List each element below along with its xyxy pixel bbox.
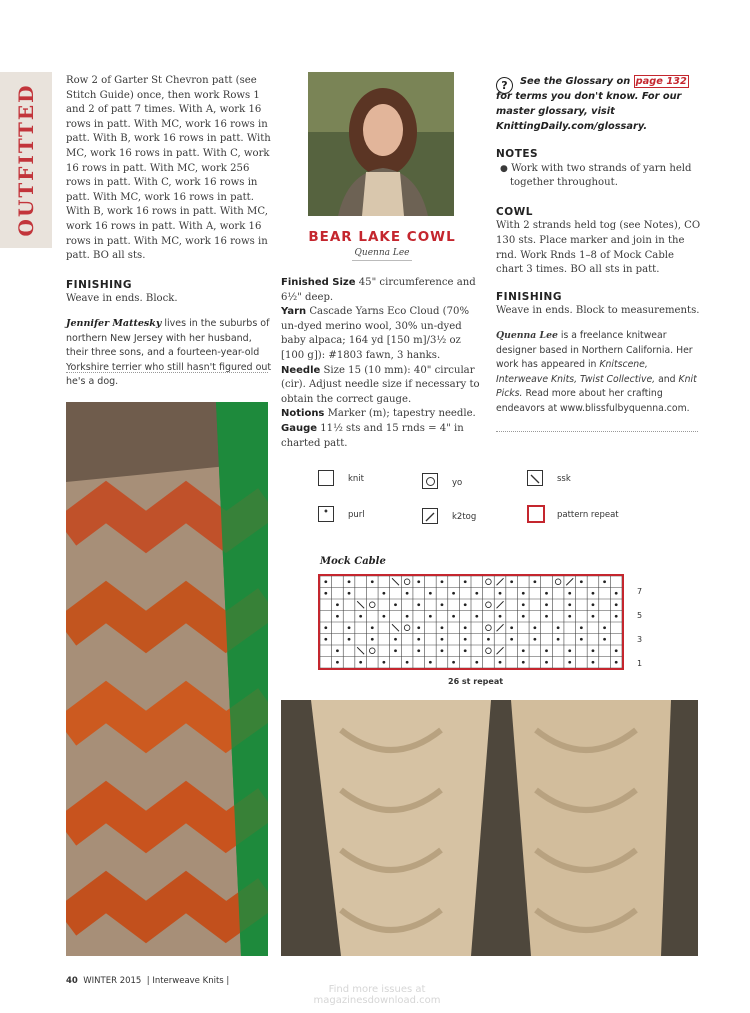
page-number: 40: [66, 976, 78, 986]
page-footer: 40 WINTER 2015 | Interweave Knits |: [66, 976, 230, 986]
chart-yo-stitch: [555, 579, 561, 585]
chart-k2tog-stitch: [497, 578, 504, 585]
magazine-name: Interweave Knits: [152, 976, 224, 986]
chart-row-label-5: 5: [637, 611, 643, 620]
watermark-line-2: magazinesdownload.com: [313, 995, 441, 1006]
chart-purl-stitch: [510, 638, 513, 641]
right-divider: [496, 431, 698, 432]
chart-purl-stitch: [603, 638, 606, 641]
chart-purl-stitch: [475, 661, 478, 664]
chart-purl-stitch: [510, 626, 513, 629]
legend-knit-label: knit: [348, 474, 365, 484]
chevron-scarf-photo: [66, 402, 268, 956]
chart-title: Mock Cable: [320, 556, 386, 567]
chart-purl-stitch: [603, 580, 606, 583]
chart-purl-stitch: [382, 661, 385, 664]
chart-ssk-stitch: [357, 647, 364, 654]
left-divider: [66, 372, 268, 373]
pattern-designer: Quenna Lee: [354, 248, 410, 258]
chart-purl-stitch: [441, 638, 444, 641]
chart-purl-stitch: [417, 580, 420, 583]
chart-yo-stitch: [486, 625, 492, 631]
chart-purl-stitch: [615, 615, 618, 618]
chart-purl-stitch: [557, 638, 560, 641]
chart-purl-stitch: [592, 649, 595, 652]
legend-purl-label: purl: [348, 510, 365, 520]
chart-purl-stitch: [615, 649, 618, 652]
chart-purl-stitch: [464, 603, 467, 606]
chart-purl-stitch: [487, 638, 490, 641]
chart-purl-stitch: [348, 592, 351, 595]
chart-purl-stitch: [348, 580, 351, 583]
left-bio: [66, 317, 272, 390]
chart-purl-stitch: [580, 580, 583, 583]
chart-purl-stitch: [371, 626, 374, 629]
pattern-title: BEAR LAKE COWL: [308, 229, 456, 245]
chart-purl-stitch: [394, 649, 397, 652]
section-tab-label: OUTFITTED: [14, 83, 38, 237]
chart-purl-stitch: [592, 592, 595, 595]
chart-purl-stitch: [522, 603, 525, 606]
spec-needle: Needle Size 15 (10 mm): 40" circular (cir). Adjust needle size if necessary to obtain the correct gauge.: [281, 364, 480, 405]
legend-k2tog-symbol: [422, 508, 438, 524]
chart-purl-stitch: [417, 603, 420, 606]
chart-purl-stitch: [336, 649, 339, 652]
pattern-specs: [281, 276, 481, 451]
right-finishing-text: Weave in ends. Block to measurements.: [496, 305, 700, 317]
chart-k2tog-stitch: [497, 601, 504, 608]
chart-purl-stitch: [406, 615, 409, 618]
chart-purl-stitch: [324, 638, 327, 641]
chart-purl-stitch: [615, 603, 618, 606]
chart-purl-stitch: [499, 592, 502, 595]
chart-purl-stitch: [417, 626, 420, 629]
chart-purl-stitch: [441, 603, 444, 606]
left-finishing-heading: FINISHING: [66, 278, 132, 291]
chart-purl-stitch: [429, 615, 432, 618]
chart-purl-stitch: [464, 638, 467, 641]
chart-purl-stitch: [592, 615, 595, 618]
glossary-note: See the Glossary on page 132 for terms you don't know. For our master glossary, visit KnittingDaily.com/glossary.: [496, 76, 687, 132]
chart-purl-stitch: [417, 638, 420, 641]
notes-heading: NOTES: [496, 148, 539, 160]
model-portrait-illustration: [308, 72, 454, 216]
watermark: [262, 984, 492, 1006]
chart-purl-stitch: [580, 638, 583, 641]
chart-ssk-stitch: [392, 624, 399, 631]
chart-purl-stitch: [429, 661, 432, 664]
chart-purl-stitch: [545, 661, 548, 664]
model-portrait-photo: [308, 72, 454, 216]
chart-repeat-label: 26 st repeat: [448, 677, 504, 686]
cowl-heading: COWL: [496, 205, 533, 218]
left-bio-name: Jennifer Mattesky: [66, 317, 162, 329]
chart-yo-stitch: [486, 579, 492, 585]
chart-k2tog-stitch: [497, 647, 504, 654]
left-column: [66, 74, 272, 390]
left-finishing-text: Weave in ends. Block.: [66, 293, 178, 305]
chart-k2tog-stitch: [566, 578, 573, 585]
chart-purl-stitch: [371, 638, 374, 641]
chart-purl-stitch: [475, 592, 478, 595]
designer-divider: [352, 260, 412, 261]
chart-ssk-stitch: [392, 578, 399, 585]
spec-yarn: Yarn Cascade Yarns Eco Cloud (70% un-dyed merino wool, 30% un-dyed baby alpaca; 164 yd [150 m]/3½ oz [100 g]): #1803 fawn, 3 hanks.: [281, 306, 470, 361]
chart-purl-stitch: [417, 649, 420, 652]
chart-purl-stitch: [336, 661, 339, 664]
chart-yo-stitch: [404, 625, 410, 631]
chart-yo-stitch: [369, 648, 375, 654]
chart-purl-stitch: [348, 638, 351, 641]
chart-purl-stitch: [371, 580, 374, 583]
cable-cowl-illustration: [281, 700, 698, 956]
notes-item: ● Work with two strands of yarn held together throughout.: [500, 162, 692, 189]
legend-ssk-symbol: [527, 470, 543, 486]
chart-purl-stitch: [522, 592, 525, 595]
chart-purl-stitch: [603, 626, 606, 629]
chart-purl-stitch: [568, 592, 571, 595]
chart-purl-stitch: [394, 603, 397, 606]
watermark-line-1: Find more issues at: [328, 984, 426, 995]
chart-yo-stitch: [404, 579, 410, 585]
spec-finished-size: Finished Size 45" circumference and 6½" deep.: [281, 277, 476, 303]
chevron-scarf-illustration: [66, 402, 268, 956]
chart-purl-stitch: [475, 615, 478, 618]
chart-purl-stitch: [324, 580, 327, 583]
chart-k2tog-stitch: [497, 624, 504, 631]
legend-knit-symbol: [318, 470, 334, 486]
left-intro-text: Row 2 of Garter St Chevron patt (see Stitch Guide) once, then work Rows 1 and 2 of patt 7 times. With A, work 16 rows in patt. With MC, work 16 rows in patt. With B, work 16 rows in patt. With MC, work 16 rows in patt. With C, work 16 rows in patt. With MC, work 256 rows in patt. With C, work 16 rows in patt. With MC, work 16 rows in patt. With B, work 16 rows in patt. With MC, work 16 rows in patt. With A, work 16 rows in patt. With MC, work 16 rows in patt. BO all sts.: [66, 75, 271, 262]
chart-purl-stitch: [359, 661, 362, 664]
chart-purl-stitch: [441, 649, 444, 652]
chart-purl-stitch: [464, 649, 467, 652]
cowl-text: With 2 strands held tog (see Notes), CO 130 sts. Place marker and join in the rnd. Work Rnds 1–8 of Mock Cable chart 3 times. BO all sts in patt.: [496, 220, 701, 276]
chart-row-label-1: 1: [637, 659, 643, 668]
glossary-page-link[interactable]: page 132: [635, 76, 687, 87]
mock-cable-chart: [318, 574, 624, 670]
chart-purl-stitch: [324, 626, 327, 629]
chart-purl-stitch: [336, 603, 339, 606]
right-column: [496, 147, 702, 417]
chart-purl-stitch: [545, 615, 548, 618]
legend-yo-symbol: [422, 473, 438, 489]
chart-purl-stitch: [592, 661, 595, 664]
chart-purl-stitch: [452, 615, 455, 618]
section-tab: [0, 72, 52, 248]
chart-purl-stitch: [615, 661, 618, 664]
spec-notions: Notions Marker (m); tapestry needle.: [281, 408, 476, 420]
chart-purl-stitch: [545, 603, 548, 606]
chart-purl-stitch: [522, 649, 525, 652]
chart-purl-stitch: [533, 626, 536, 629]
chart-yo-stitch: [486, 602, 492, 608]
chart-purl-stitch: [615, 592, 618, 595]
chart-purl-stitch: [499, 661, 502, 664]
chart-purl-stitch: [568, 615, 571, 618]
chart-purl-stitch: [324, 592, 327, 595]
chart-purl-stitch: [464, 580, 467, 583]
left-bio-text: lives in the suburbs of northern New Jersey with her husband, their three sons, and a fourteen-year-old Yorkshire terrier who still hasn't figured out he's a dog.: [66, 317, 272, 388]
chart-purl-stitch: [545, 649, 548, 652]
chart-purl-stitch: [522, 615, 525, 618]
chart-purl-stitch: [533, 638, 536, 641]
chart-grid-svg: [320, 576, 622, 668]
legend-ssk-label: ssk: [557, 474, 571, 484]
chart-row-label-7: 7: [637, 587, 643, 596]
chart-purl-stitch: [406, 661, 409, 664]
chart-ssk-stitch: [357, 601, 364, 608]
chart-purl-stitch: [545, 592, 548, 595]
legend-pattern-repeat-symbol: [527, 505, 545, 523]
issue-label: WINTER 2015: [83, 976, 142, 986]
cable-cowl-photo: [281, 700, 698, 956]
chart-yo-stitch: [369, 602, 375, 608]
chart-purl-stitch: [382, 592, 385, 595]
chart-purl-stitch: [452, 592, 455, 595]
legend-yo-label: yo: [452, 478, 463, 488]
chart-purl-stitch: [580, 626, 583, 629]
chart-purl-stitch: [499, 615, 502, 618]
legend-purl-symbol: •: [318, 506, 334, 522]
legend-pattern-repeat-label: pattern repeat: [557, 510, 619, 520]
chart-purl-stitch: [359, 615, 362, 618]
chart-purl-stitch: [557, 626, 560, 629]
glossary-icon: ?: [496, 77, 513, 94]
chart-purl-stitch: [429, 592, 432, 595]
chart-purl-stitch: [464, 626, 467, 629]
chart-purl-stitch: [510, 580, 513, 583]
chart-purl-stitch: [568, 661, 571, 664]
chart-yo-stitch: [486, 648, 492, 654]
chart-purl-stitch: [382, 615, 385, 618]
chart-purl-stitch: [336, 615, 339, 618]
chart-purl-stitch: [568, 649, 571, 652]
chart-purl-stitch: [533, 580, 536, 583]
chart-purl-stitch: [394, 638, 397, 641]
chart-purl-stitch: [592, 603, 595, 606]
chart-row-label-3: 3: [637, 635, 643, 644]
chart-purl-stitch: [441, 626, 444, 629]
spec-gauge: Gauge 11½ sts and 15 rnds = 4" in charted patt.: [281, 422, 464, 449]
chart-purl-stitch: [441, 580, 444, 583]
right-finishing-heading: FINISHING: [496, 290, 562, 303]
legend-k2tog-label: k2tog: [452, 512, 477, 522]
chart-purl-stitch: [568, 603, 571, 606]
chart-purl-stitch: [348, 626, 351, 629]
chart-purl-stitch: [452, 661, 455, 664]
chart-purl-stitch: [406, 592, 409, 595]
right-bio: Quenna Lee is a freelance knitwear designer based in Northern California. Her work has appeared in Knitscene, Interweave Knits, Twist Collective, and Knit Picks. Read more about her crafting endeavors at www.blissfulbyquenna.com.: [496, 329, 697, 414]
chart-purl-stitch: [522, 661, 525, 664]
